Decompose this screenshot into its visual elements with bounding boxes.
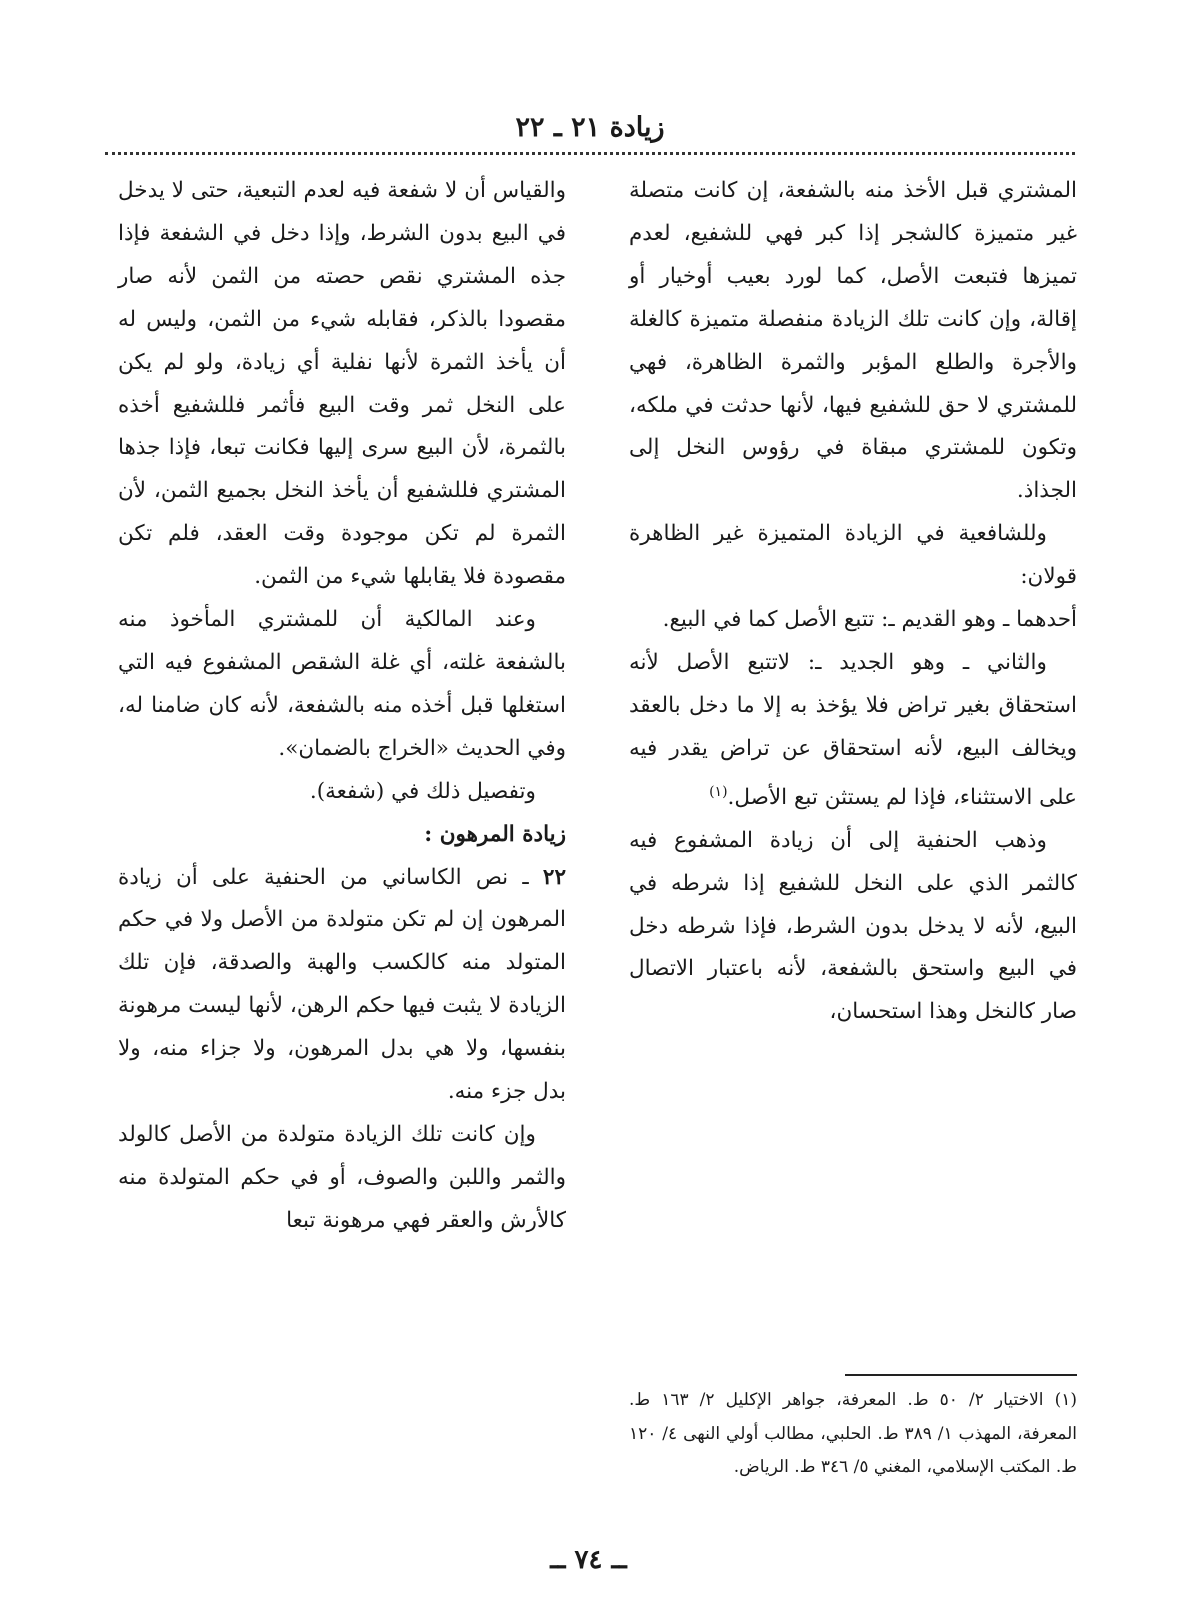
paragraph: وذهب الحنفية إلى أن زيادة المشفوع فيه كالثمر الذي على النخل للشفيع إذا شرطه في البيع، لأنه لا يدخل بدون الشرط، فإذا شرطه دخل في البيع واستحق بالشفعة، لأنه باعتبار الاتصال صار كالنخل وهذا استحسان،: [629, 827, 1077, 1025]
header-divider: [105, 152, 1075, 155]
page-title: زيادة ٢١ ـ ٢٢: [515, 112, 665, 143]
paragraph-text: والثاني ـ وهو الجديد ـ: لاتتبع الأصل لأنه استحقاق بغير تراض فلا يؤخذ به إلا ما دخل بالعقد ويخالف البيع، لأنه استحقاق عن تراض يقدر فيه على الاستثناء، فإذا لم يستثن تبع الأصل.: [629, 649, 1077, 810]
paragraph: [629, 642, 1077, 820]
paragraph: وتفصيل ذلك في (شفعة).: [309, 778, 536, 804]
paragraph: أحدهما ـ وهو القديم ـ: تتبع الأصل كما في البيع.: [662, 607, 1077, 633]
paragraph: وللشافعية في الزيادة المتميزة غير الظاهرة قولان:: [629, 521, 1077, 590]
left-column: [118, 170, 566, 1243]
footnote-text: (١) الاختيار ٢/ ٥٠ ط. المعرفة، جواهر الإكليل ٢/ ١٦٣ ط. المعرفة، المهذب ١/ ٣٨٩ ط. الحلبي، مطالب أولي النهى ٤/ ١٢٠ ط. المكتب الإسلامي، المغني ٥/ ٣٤٦ ط. الرياض.: [629, 1390, 1078, 1477]
paragraph: المشتري قبل الأخذ منه بالشفعة، إن كانت متصلة غير متميزة كالشجر إذا كبر فهي للشفيع، لعدم تميزها فتبعت الأصل، كما لورد بعيب أوخيار أو إقالة، وإن كانت تلك الزيادة منفصلة متميزة كالغلة والأجرة والطلع المؤبر والثمرة الظاهرة، فهي للمشتري لا حق للشفيع فيها، لأنها حدثت في ملكه، وتكون للمشتري مبقاة في رؤوس النخل إلى الجذاذ.: [629, 178, 1077, 504]
paragraph: وإن كانت تلك الزيادة متولدة من الأصل كالولد والثمر واللبن والصوف، أو في حكم المتولدة منه كالأرش والعقر فهي مرهونة تبعا: [118, 1121, 566, 1233]
page-number: ــ ٧٤ ــ: [550, 1545, 627, 1575]
section-heading: زيادة المرهون :: [424, 821, 566, 847]
footnote-divider: [845, 1374, 1077, 1376]
paragraph: والقياس أن لا شفعة فيه لعدم التبعية، حتى لا يدخل في البيع بدون الشرط، وإذا دخل في الشفعة فإذا جذه المشتري نقص حصته من الثمن لأنه صار مقصودا بالذكر، فقابله شيء من الثمن، وليس له أن يأخذ الثمرة لأنها نفلية أي زيادة، ولو لم يكن على النخل ثمر وقت البيع فأثمر فللشفيع أخذه بالثمرة، لأن البيع سرى إليها فكانت تبعا، فإذا جذها المشتري فللشفيع أن يأخذ النخل بجميع الثمن، لأن الثمرة لم تكن موجودة وقت العقد، فلم تكن مقصودة فلا يقابلها شيء من الثمن.: [118, 178, 566, 590]
section-number: ٢٢: [542, 864, 566, 890]
paragraph: [118, 857, 566, 1114]
paragraph-text: ـ نص الكاساني من الحنفية على أن زيادة المرهون إن لم تكن متولدة من الأصل ولا في حكم المتولد منه كالكسب والهبة والصدقة، فإن تلك الزيادة لا يثبت فيها حكم الرهن، لأنها ليست مرهونة بنفسها، ولا هي بدل المرهون، ولا جزاء منه، ولا بدل جزء منه.: [118, 864, 566, 1105]
footnote: [629, 1384, 1077, 1485]
right-column: [629, 170, 1077, 1034]
footnote-reference: (١): [709, 783, 728, 800]
paragraph: وعند المالكية أن للمشتري المأخوذ منه بالشفعة غلته، أي غلة الشقص المشفوع فيه التي استغلها قبل أخذه منه بالشفعة، لأنه كان ضامنا له، وفي الحديث «الخراج بالضمان».: [118, 607, 566, 761]
